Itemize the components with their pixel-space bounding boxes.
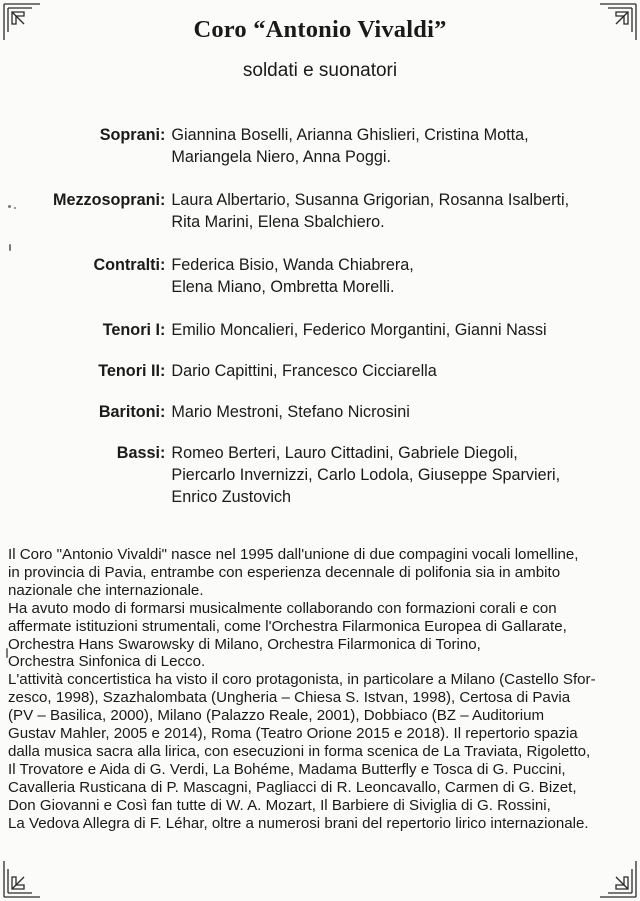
page-title: Coro “Antonio Vivaldi” — [193, 16, 447, 43]
paragraph-line: La Vedova Allegra di F. Léhar, oltre a numerosi brani del repertorio lirico internazionale. — [8, 814, 589, 832]
paragraph-line: Orchestra Sinfonica di Lecco. — [8, 653, 206, 671]
section-tenori-i: Tenori I : Emilio Moncalieri, Federico Morgantini, Gianni Nassi — [0, 319, 640, 341]
paragraph-line: Don Giovanni e Così fan tutte di W. A. Mozart, Il Barbiere di Siviglia di G. Rossini, — [8, 796, 551, 814]
section-names — [165, 124, 601, 168]
name-line: Romeo Berteri, Lauro Cittadini, Gabriele Diegoli, — [171, 444, 518, 462]
section-role: Soprani — [99, 126, 160, 144]
paragraph-line: dalla musica sacra alla lirica, con esecuzioni in forma scenica de La Traviata, Rigoletto, — [8, 742, 591, 760]
section-names — [165, 360, 601, 382]
section-baritoni: Baritoni : Mario Mestroni, Stefano Nicrosini — [0, 401, 640, 423]
paragraph-line: Orchestra Hans Swarowsky di Milano, Orchestra Filarmonica di Torino, — [8, 635, 481, 653]
section-contralti: Contralti : Federica Bisio, Wanda Chiabrera, Elena Miano, Ombretta Morelli. — [0, 254, 640, 298]
section-role: Mezzosoprani — [52, 191, 160, 209]
paragraph-line: zesco, 1998), Szazhalombata (Ungheria – Chiesa S. Istvan, 1998), Certosa di Pavia — [8, 689, 571, 707]
choir-roster — [0, 124, 640, 508]
section-bassi: Bassi : Romeo Berteri, Lauro Cittadini, Gabriele Diegoli, Piercarlo Invernizzi, Carlo Lodola, Giuseppe Sparvieri, Enrico Zustovich — [0, 442, 640, 508]
paragraph-line: Il Trovatore e Aida di G. Verdi, La Bohéme, Madama Butterfly e Tosca di G. Puccini, — [8, 760, 566, 778]
section-role: Tenori II — [98, 362, 160, 380]
choir-description — [8, 546, 620, 833]
name-line: Rita Marini, Elena Sbalchiero. — [171, 213, 385, 231]
section-role: Bassi — [116, 444, 160, 462]
section-tenori-ii: Tenori II : Dario Capittini, Francesco Cicciarella — [0, 360, 640, 382]
paragraph-line: (PV – Basilica, 2000), Milano (Palazzo Reale, 2001), Dobbiaco (BZ – Auditorium — [8, 707, 545, 725]
section-mezzosoprani: Mezzosoprani : Laura Albertario, Susanna Grigorian, Rosanna Isalberti, Rita Marini, Elena Sbalchiero. — [0, 189, 640, 233]
paragraph-line: nazionale che internazionale. — [8, 581, 204, 599]
name-line: Laura Albertario, Susanna Grigorian, Rosanna Isalberti, — [171, 191, 570, 209]
section-role: Contralti — [93, 256, 160, 274]
name-line: Emilio Moncalieri, Federico Morgantini, Gianni Nassi — [171, 321, 547, 339]
paragraph-line: affermate istituzioni strumentali, come l'Orchestra Filarmonica Europea di Gallarate, — [8, 617, 567, 635]
name-line: Giannina Boselli, Arianna Ghislieri, Cristina Motta, — [171, 126, 529, 144]
corner-ornament-bottom-right — [594, 855, 638, 899]
section-soprani: Soprani : Giannina Boselli, Arianna Ghislieri, Cristina Motta, Mariangela Niero, Anna Poggi. — [0, 124, 640, 168]
section-names — [165, 442, 601, 508]
section-names — [165, 319, 601, 341]
paragraph-line: Cavalleria Rusticana di P. Mascagni, Pagliacci di R. Leoncavallo, Carmen di G. Bizet, — [8, 778, 577, 796]
name-line: Enrico Zustovich — [171, 488, 292, 506]
paragraph-line: Il Coro "Antonio Vivaldi" nasce nel 1995 dall'unione di due compagini vocali lomelline, — [8, 546, 579, 563]
name-line: Mario Mestroni, Stefano Nicrosini — [171, 403, 410, 421]
page-subtitle: soldati e suonatori — [242, 60, 398, 81]
paragraph-line: Gustav Mahler, 2005 e 2014), Roma (Teatro Orione 2015 e 2018). Il repertorio spazia — [8, 725, 578, 743]
section-role: Tenori I — [102, 321, 160, 339]
name-line: Elena Miano, Ombretta Morelli. — [171, 278, 395, 296]
name-line: Mariangela Niero, Anna Poggi. — [171, 148, 391, 166]
paragraph-line: Ha avuto modo di formarsi musicalmente collaborando con formazioni corali e con — [8, 599, 557, 617]
paragraph-line: L'attività concertistica ha visto il coro protagonista, in particolare a Milano (Castello Sfor- — [8, 671, 596, 689]
corner-ornament-bottom-left — [2, 855, 46, 899]
name-line: Federica Bisio, Wanda Chiabrera, — [171, 256, 414, 274]
name-line: Piercarlo Invernizzi, Carlo Lodola, Giuseppe Sparvieri, — [171, 466, 561, 484]
paragraph-line: in provincia di Pavia, entrambe con esperienza decennale di polifonia sia in ambito — [8, 563, 561, 581]
section-role: Baritoni — [98, 403, 160, 421]
section-names — [165, 254, 601, 298]
section-names — [165, 189, 601, 233]
section-names — [165, 401, 601, 423]
name-line: Dario Capittini, Francesco Cicciarella — [171, 362, 437, 380]
